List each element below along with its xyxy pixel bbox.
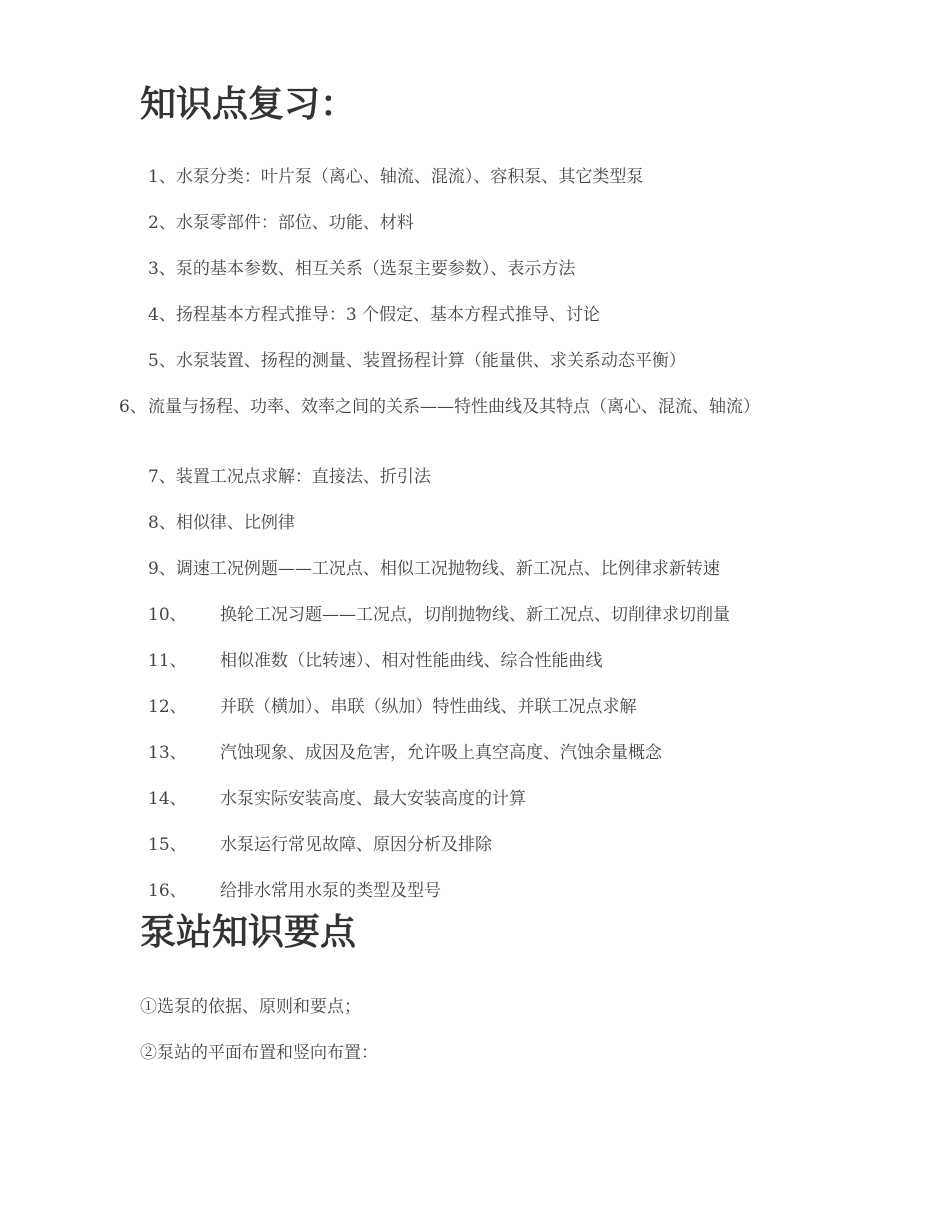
- list-item: 6、流量与扬程、功率、效率之间的关系——特性曲线及其特点（离心、混流、轴流）: [119, 397, 760, 417]
- list-item: [148, 741, 828, 766]
- item-text: 并联（横加）、串联（纵加）特性曲线、并联工况点求解: [220, 697, 637, 717]
- item-text: 给排水常用水泵的类型及型号: [220, 881, 441, 901]
- item-text: 泵的基本参数、相互关系（选泵主要参数）、表示方法: [175, 259, 576, 279]
- item-number: 12、: [148, 697, 187, 717]
- item-text: 调速工况例题——工况点、相似工况抛物线、新工况点、比例律求新转速: [175, 559, 720, 579]
- point-item: ①选泵的依据、原则和要点；: [140, 997, 361, 1017]
- list-item: [148, 165, 828, 190]
- item-number: 2、: [148, 213, 176, 233]
- list-item: [148, 211, 828, 236]
- item-number: 1、: [148, 167, 176, 187]
- list-item: [148, 465, 828, 490]
- item-text: 相似准数（比转速）、相对性能曲线、综合性能曲线: [220, 651, 603, 671]
- item-number: 15、: [148, 835, 187, 855]
- item-text: 换轮工况习题——工况点，切削抛物线、新工况点、切削律求切削量: [220, 605, 730, 625]
- item-number: 11、: [148, 651, 187, 671]
- list-item: [148, 257, 828, 282]
- item-number: 13、: [148, 743, 187, 763]
- item-text: 流量与扬程、功率、效率之间的关系——特性曲线及其特点（离心、混流、轴流）: [148, 397, 760, 417]
- item-number: 8、: [148, 513, 176, 533]
- item-text: 水泵装置、扬程的测量、装置扬程计算（能量供、求关系动态平衡）: [175, 351, 686, 371]
- item-text: 水泵运行常见故障、原因分析及排除: [220, 835, 492, 855]
- list-item: [148, 649, 828, 674]
- list-item: [148, 303, 828, 328]
- item-number: 16、: [148, 881, 187, 901]
- item-number: 3、: [148, 259, 176, 279]
- list-item: [148, 557, 828, 582]
- item-text: 相似律、比例律: [175, 513, 295, 533]
- list-item: [148, 879, 828, 904]
- item-text: 扬程基本方程式推导：3 个假定、基本方程式推导、讨论: [175, 305, 601, 325]
- item-number: 5、: [148, 351, 176, 371]
- review-title: 知识点复习：: [140, 83, 357, 125]
- item-number: 14、: [148, 789, 187, 809]
- station-title: 泵站知识要点: [140, 911, 357, 953]
- list-item: [148, 787, 828, 812]
- item-text: 水泵零部件：部位、功能、材料: [175, 213, 414, 233]
- list-item: [148, 349, 828, 374]
- item-number: 7、: [148, 467, 176, 487]
- list-item: [148, 511, 828, 536]
- item-text: 汽蚀现象、成因及危害，允许吸上真空高度、汽蚀余量概念: [220, 743, 662, 763]
- item-text: 装置工况点求解：直接法、折引法: [175, 467, 431, 487]
- item-number: 10、: [148, 605, 187, 625]
- item-number: 9、: [148, 559, 176, 579]
- item-text: 水泵实际安装高度、最大安装高度的计算: [220, 789, 526, 809]
- list-item: [148, 603, 828, 628]
- item-number: 4、: [148, 305, 176, 325]
- item-text: 水泵分类：叶片泵（离心、轴流、混流）、容积泵、其它类型泵: [175, 167, 644, 187]
- list-item: [148, 833, 828, 858]
- list-item: [148, 695, 828, 720]
- point-item: ②泵站的平面布置和竖向布置：: [140, 1043, 378, 1063]
